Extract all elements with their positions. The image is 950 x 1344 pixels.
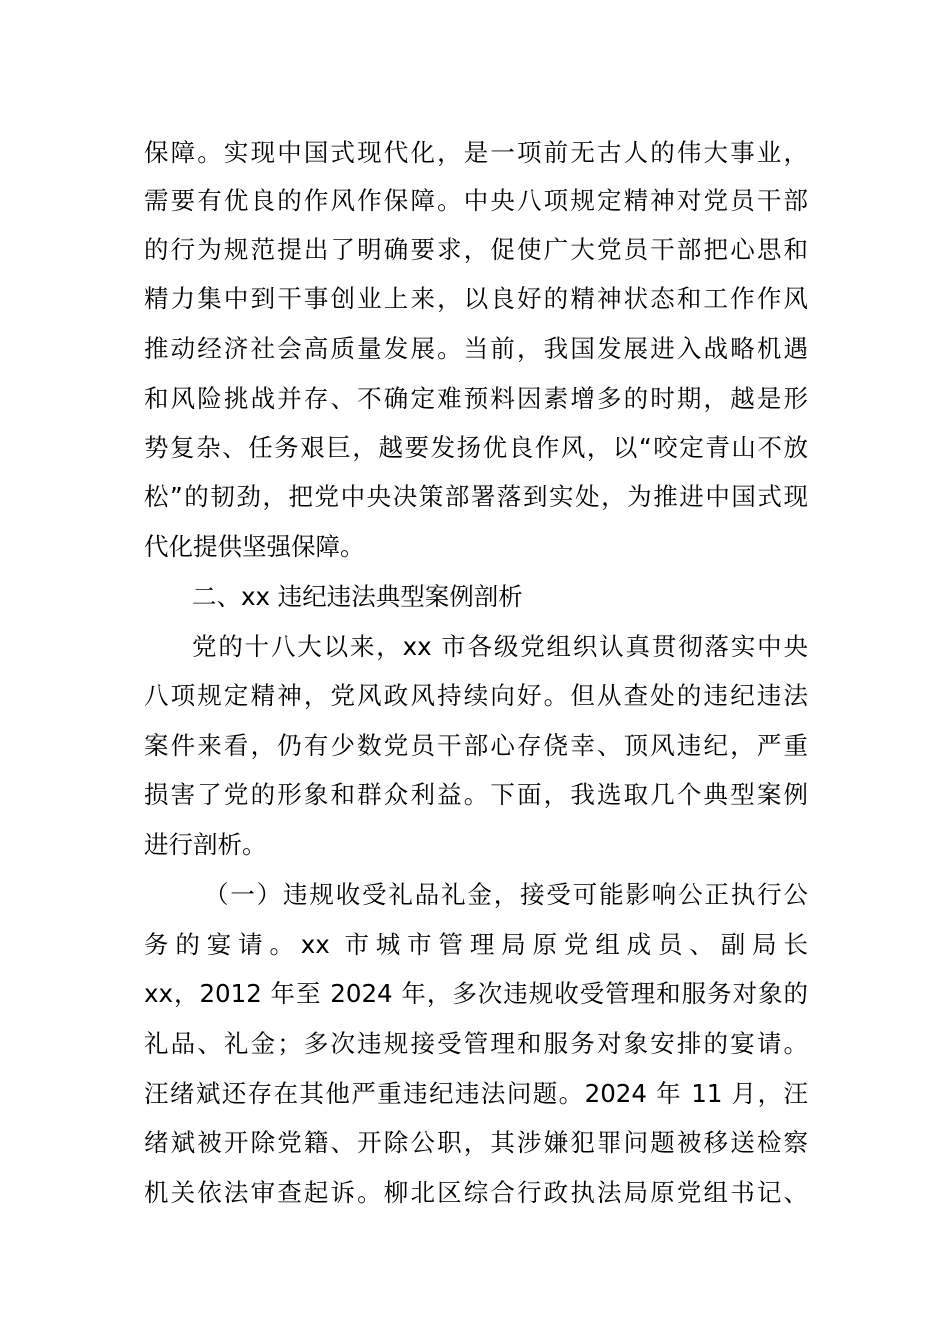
body-text-line: 推动经济社会高质量发展。当前，我国发展进入战略机遇	[144, 334, 808, 363]
body-text-line: 八项规定精神，党风政风持续向好。但从查处的违纪违法	[144, 681, 808, 710]
body-text-line: 务的宴请。xx 市城市管理局原党组成员、副局长	[144, 930, 808, 959]
body-text-line: 保障。实现中国式现代化，是一项前无古人的伟大事业，	[144, 138, 808, 167]
body-text-line: 的行为规范提出了明确要求，促使广大党员干部把心思和	[144, 235, 808, 264]
body-text-line: xx，2012 年至 2024 年，多次违规收受管理和服务对象的	[144, 979, 808, 1008]
body-text-line: 代化提供坚强保障。	[144, 532, 365, 561]
body-text-line: 进行剖析。	[144, 830, 267, 859]
body-text-line: 松”的韧劲，把党中央决策部署落到实处，为推进中国式现	[144, 482, 808, 511]
body-text-line: 机关依法审查起诉。柳北区综合行政执法局原党组书记、	[144, 1178, 808, 1207]
body-text-line: 势复杂、任务艰巨，越要发扬优良作风，以“咬定青山不放	[144, 433, 808, 462]
body-text-line: 汪绪斌还存在其他严重违纪违法问题。2024 年 11 月，汪	[144, 1079, 808, 1108]
body-text-line: 需要有优良的作风作保障。中央八项规定精神对党员干部	[144, 186, 808, 215]
body-text-line: 绪斌被开除党籍、开除公职，其涉嫌犯罪问题被移送检察	[144, 1128, 808, 1157]
body-text-line: 和风险挑战并存、不确定难预料因素增多的时期，越是形	[144, 384, 808, 413]
body-text-line: 礼品、礼金；多次违规接受管理和服务对象安排的宴请。	[144, 1029, 808, 1058]
body-text-line: 精力集中到干事创业上来，以良好的精神状态和工作作风	[144, 284, 808, 313]
body-text-line: 损害了党的形象和群众利益。下面，我选取几个典型案例	[144, 780, 808, 809]
subsection-heading: （一）违规收受礼品礼金，接受可能影响公正执行公	[204, 880, 808, 909]
body-text-line: 案件来看，仍有少数党员干部心存侥幸、顶风违纪，严重	[144, 731, 808, 760]
paragraph-first-line: 党的十八大以来，xx 市各级党组织认真贯彻落实中央	[192, 632, 808, 661]
section-heading: 二、xx 违纪违法典型案例剖析	[192, 582, 523, 611]
